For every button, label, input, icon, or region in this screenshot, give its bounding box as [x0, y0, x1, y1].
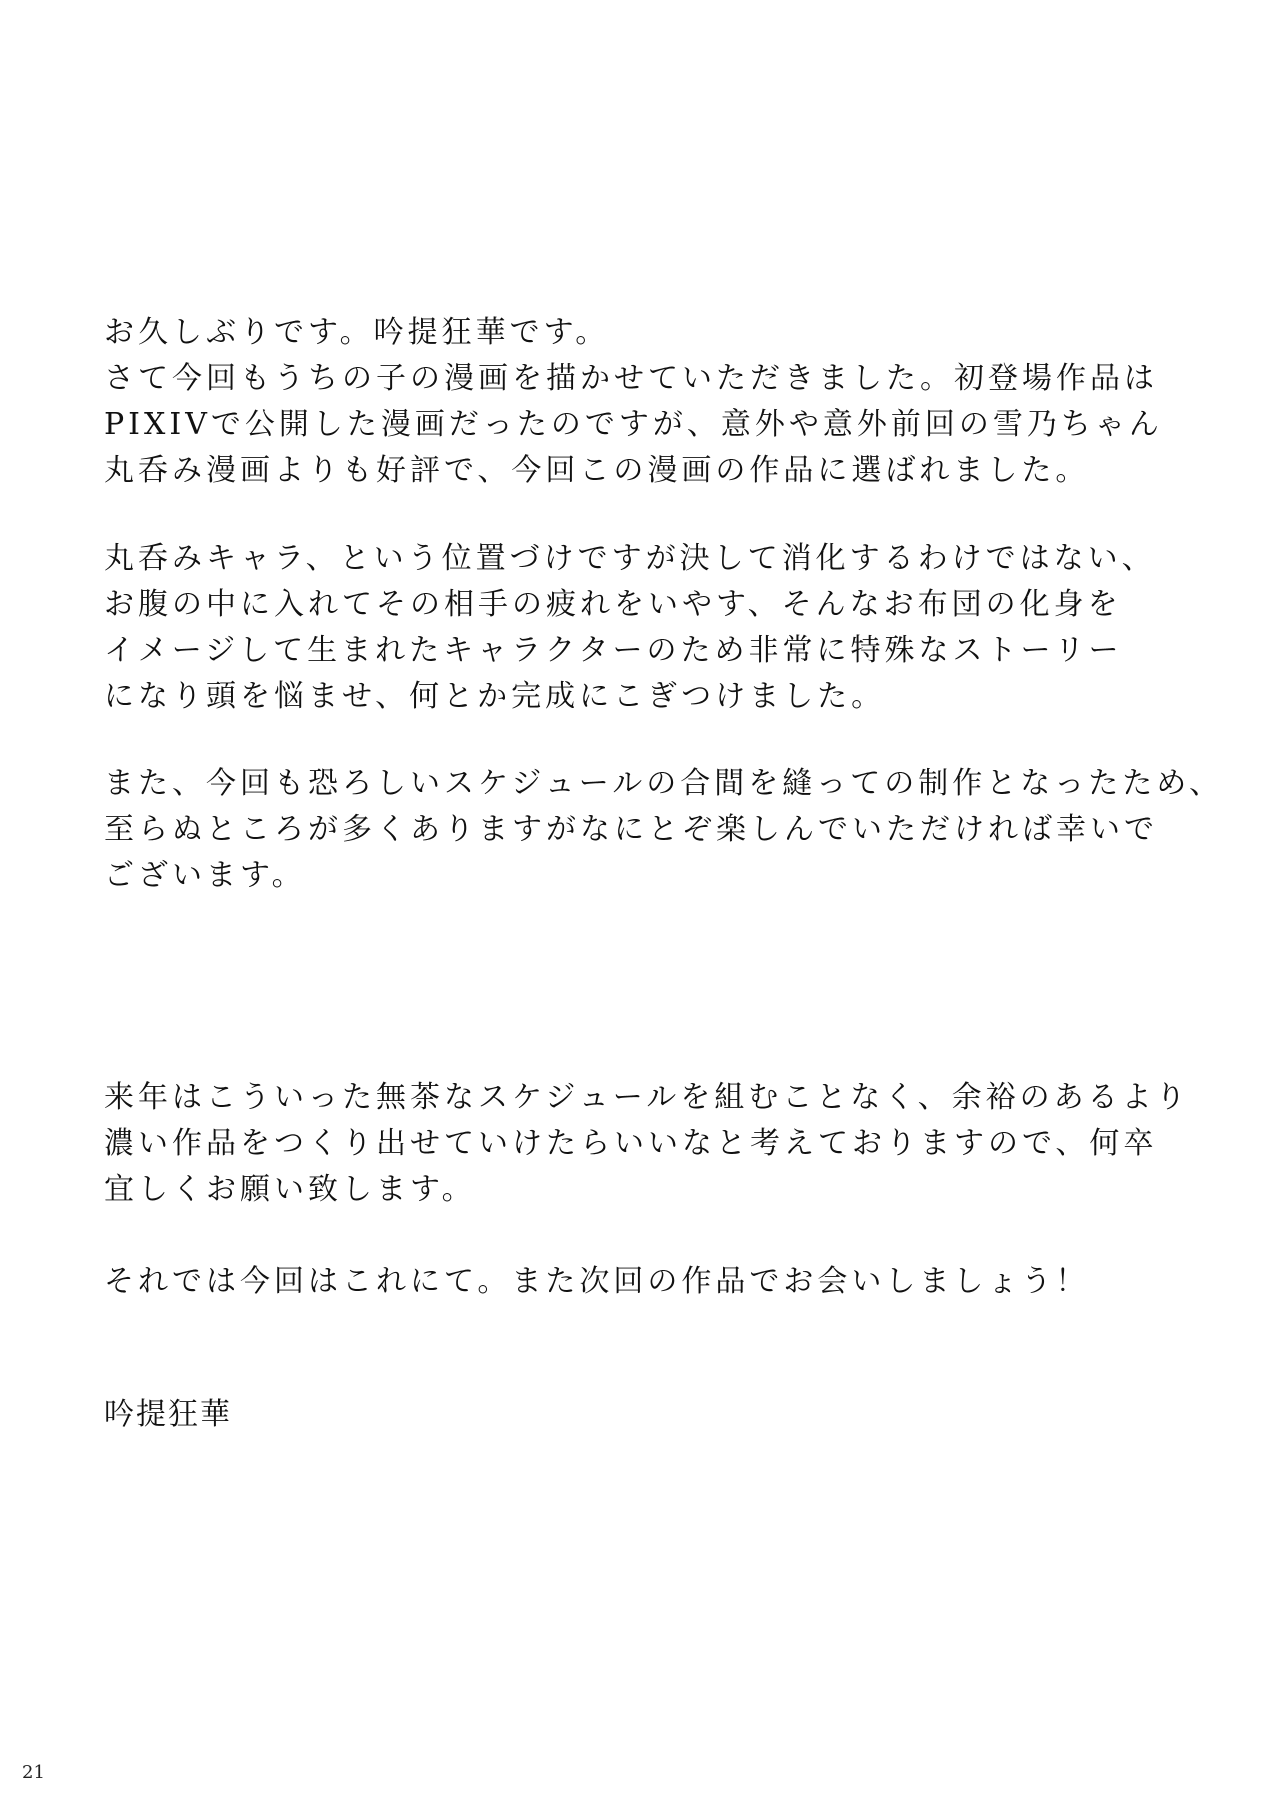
text-line: PIXIVで公開した漫画だったのですが、意外や意外前回の雪乃ちゃん: [104, 407, 1163, 442]
text-line: それでは今回はこれにて。また次回の作品でお会いしましょう！: [104, 1264, 1090, 1299]
text-line: 丸呑み漫画よりも好評で、今回この漫画の作品に選ばれました。: [104, 453, 1090, 488]
text-line: さて今回もうちの子の漫画を描かせていただきました。初登場作品は: [104, 361, 1158, 396]
text-line: お腹の中に入れてその相手の疲れをいやす、そんなお布団の化身を: [104, 587, 1122, 622]
text-line: 宜しくお願い致します。: [104, 1172, 476, 1207]
text-line: 丸呑みキャラ、という位置づけですが決して消化するわけではない、: [104, 541, 1156, 576]
text-line: イメージして生まれたキャラクターのため非常に特殊なストーリー: [104, 633, 1123, 668]
text-line: 来年はこういった無茶なスケジュールを組むことなく、余裕のあるより: [104, 1080, 1190, 1115]
text-line: ございます。: [104, 858, 306, 893]
text-line: になり頭を悩ませ、何とか完成にこぎつけました。: [104, 679, 886, 714]
text-line: お久しぶりです。吟提狂華です。: [104, 315, 610, 350]
text-line: 至らぬところが多くありますがなにとぞ楽しんでいただければ幸いで: [104, 812, 1158, 847]
text-line: 濃い作品をつくり出せていけたらいいなと考えておりますので、何卒: [104, 1126, 1158, 1161]
page-number: 21: [22, 1762, 45, 1783]
text-line: また、今回も恐ろしいスケジュールの合間を縫っての制作となったため、: [104, 766, 1223, 801]
author-signature: 吟提狂華: [104, 1397, 232, 1432]
